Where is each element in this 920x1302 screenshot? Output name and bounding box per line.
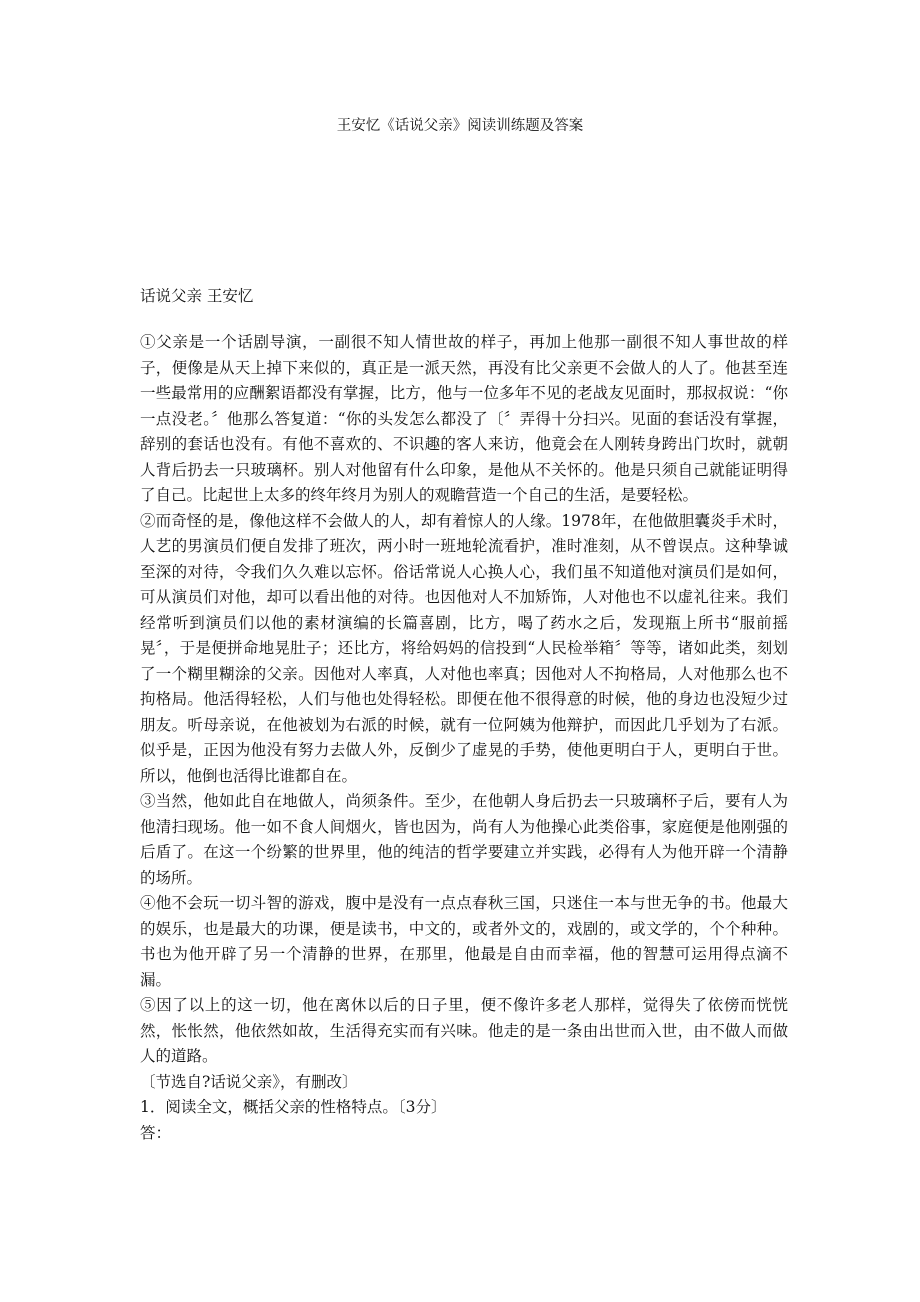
paragraph-4: ④他不会玩一切斗智的游戏，腹中是没有一点点春秋三国，只迷住一本与世无争的书。他最大的娱乐，也是最大的功课，便是读书，中文的，或者外文的，戏剧的，或文学的，个个种种。书也为他开辟了另一个清静的世界，在那里，他最是自由而幸福，他的智慧可运用得点滴不漏。 [140,894,788,989]
answer-label: 答： [140,1123,172,1142]
article-body [140,330,788,1146]
paragraph-3: ③当然，他如此自在地做人，尚须条件。至少，在他朝人身后扔去一只玻璃杯子后，要有人为他清扫现场。他一如不食人间烟火，皆也因为，尚有人为他操心此类俗事，家庭便是他刚强的后盾了。在这一个纷繁的世界里，他的纯洁的哲学要建立并实践，必得有人为他开辟一个清静的场所。 [140,792,788,887]
paragraph-1: ①父亲是一个话剧导演，一副很不知人情世故的样子，再加上他那一副很不知人事世故的样子，便像是从天上掉下来似的，真正是一派天然，再没有比父亲更不会做人的人了。他甚至连一些最常用的应酬絮语都没有掌握，比方，他与一位多年不见的老战友见面时，那叔叔说：“你一点没老。〞他那么答复道：“你的头发怎么都没了〔〞弄得十分扫兴。见面的套话没有掌握，辞别的套话也没有。有他不喜欢的、不识趣的客人来访，他竟会在人刚转身跨出门坎时，就朝人背后扔去一只玻璃杯。别人对他留有什么印象，是他从不关怀的。他是只须自己就能证明得了自己。比起世上太多的终年终月为别人的观瞻营造一个自己的生活，是要轻松。 [140,333,788,504]
document-title: 王安忆《话说父亲》阅读训练题及答案 [336,118,584,134]
article-heading: 话说父亲 王安忆 [140,287,254,305]
paragraph-2: ②而奇怪的是，像他这样不会做人的人，却有着惊人的人缘。1978年，在他做胆囊炎手术时，人艺的男演员们便自发排了班次，两小时一班地轮流看护，准时准刻，从不曾误点。这种挚诚至深的对待，令我们久久难以忘怀。俗话常说人心换人心，我们虽不知道他对演员们是如何，可从演员们对他，却可以看出他的对待。也因他对人不加矫饰，人对他也不以虚礼往来。我们经常听到演员们以他的素材演编的长篇喜剧，比方，喝了药水之后，发现瓶上所书“服前摇晃〞，于是便拼命地晃肚子；还比方，将给妈妈的信投到“人民检举箱〞等等，诸如此类，刻划了一个糊里糊涂的父亲。因他对人率真，人对他也率真；因他对人不拘格局，人对他那么也不拘格局。他活得轻松，人们与他也处得轻松。即便在他不很得意的时候，他的身边也没短少过朋友。听母亲说，在他被划为右派的时候，就有一位阿姨为他辩护，而因此几乎划为了右派。似乎是，正因为他没有努力去做人外，反倒少了虚晃的手势，使他更明白于人，更明白于世。所以，他倒也活得比谁都自在。 [140,511,788,785]
source-note: 〔节选自?话说父亲》，有删改〕 [140,1072,358,1091]
paragraph-5: ⑤因了以上的这一切，他在离休以后的日子里，便不像许多老人那样，觉得失了依傍而恍恍然，怅怅然，他依然如故，生活得充实而有兴味。他走的是一条由出世而入世，由不做人而做人的道路。 [140,996,788,1065]
question-1: 1．阅读全文，概括父亲的性格特点。〔3分〕 [140,1098,447,1116]
